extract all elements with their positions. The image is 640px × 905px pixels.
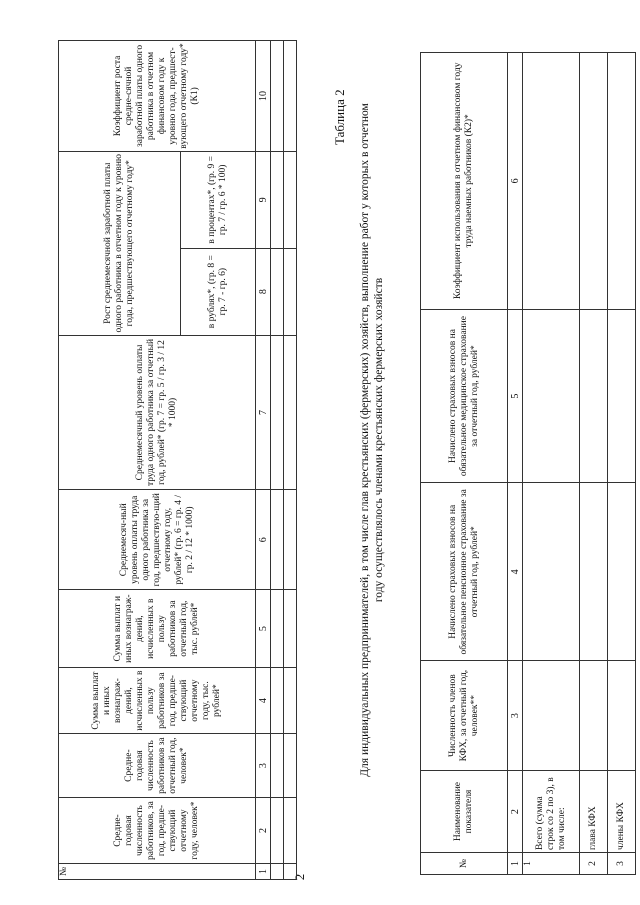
t1-header-wage-growth: Рост среднемесячной заработной платы одного работника в отчетном году к уровню года, предшествующего отчетному году* — [59, 151, 181, 335]
t1-cell[interactable] — [271, 490, 284, 590]
t1-col-number: 7 — [256, 335, 271, 490]
t1-col-number: 1 — [256, 864, 271, 880]
t1-cell[interactable] — [284, 41, 297, 152]
t2-cell[interactable] — [580, 309, 608, 483]
t2-row-label: члены КФХ — [608, 771, 636, 853]
t2-col-number: 6 — [508, 53, 523, 310]
t2-header-k2: Коэффициент использования в отчетном финансовом году труда наемных работников (К2)* — [421, 53, 508, 310]
t1-col-number: 6 — [256, 490, 271, 590]
t1-header-num: № — [59, 864, 256, 880]
t2-col-number: 3 — [508, 661, 523, 771]
t1-cell[interactable] — [284, 490, 297, 590]
t2-row-num: 2 — [580, 853, 608, 875]
t2-cell[interactable] — [608, 309, 636, 483]
t2-cell[interactable] — [523, 661, 580, 771]
t1-col-number: 4 — [256, 668, 271, 734]
t1-header-k1: Коэффициент роста средне-сячной заработной платы одного работника в отчетном финансовом году к уровню года, предшест-вующего отчетному году* (К1) — [59, 41, 256, 152]
t1-header-avg-wage-prev: Среднемесяч-ный уровень оплаты труда одного работника за год, предшествую-щий отчетному году, рублей* (гр. 6 = гр. 4 / гр. 2 / 12 * 1000) — [59, 490, 256, 590]
t2-col-number: 2 — [508, 771, 523, 853]
t1-cell[interactable] — [271, 864, 284, 880]
t1-cell[interactable] — [284, 864, 297, 880]
t1-cell[interactable] — [284, 668, 297, 734]
table-1 — [58, 40, 297, 880]
t1-col-number: 3 — [256, 734, 271, 798]
t1-header-payments-prev: Сумма выплат и иных вознаграж-дений, исчисленных в пользу работников за год, предше-ствующий отчетному году, тыс. рублей* — [59, 668, 256, 734]
t1-cell[interactable] — [271, 590, 284, 668]
t1-cell[interactable] — [271, 335, 284, 490]
t1-data-row — [284, 41, 297, 880]
t2-header-members: Численность членов КФХ, за отчетный год, человек** — [421, 661, 508, 771]
table-2-name: Таблица 2 — [332, 89, 347, 145]
t1-cell[interactable] — [271, 668, 284, 734]
t2-row-num: 3 — [608, 853, 636, 875]
t2-cell[interactable] — [608, 483, 636, 661]
t2-cell[interactable] — [580, 661, 608, 771]
page-number: 2 — [292, 873, 307, 881]
t1-cell[interactable] — [284, 590, 297, 668]
t2-row-label: глава КФХ — [580, 771, 608, 853]
t2-cell[interactable] — [608, 53, 636, 310]
t2-row-label: Всего (сумма строк со 2 по 3), в том числе: — [523, 771, 580, 853]
t1-col-number: 8 — [256, 248, 271, 335]
t1-cell[interactable] — [284, 151, 297, 248]
t1-cell[interactable] — [271, 798, 284, 864]
table-row — [580, 53, 608, 875]
t1-cell[interactable] — [271, 248, 284, 335]
t2-cell[interactable] — [580, 483, 608, 661]
t1-cell[interactable] — [284, 734, 297, 798]
t2-header-indicator: Наименование показателя — [421, 771, 508, 853]
t1-col-number: 5 — [256, 590, 271, 668]
t2-col-number: 5 — [508, 309, 523, 483]
table-row — [608, 53, 636, 875]
t1-header-payments-current: Сумма выплат и иных вознаграж-дений, исчисленных в пользу работников за отчетный год, тыс. рублей* — [59, 590, 256, 668]
t1-header-avg-workers-prev: Средне-годовая численность работников, за год, предше-ствующий отчетному году, человек* — [59, 798, 256, 864]
t2-row-num: 1 — [523, 853, 580, 875]
t2-header-num: № — [421, 853, 508, 875]
t1-col-number: 10 — [256, 41, 271, 152]
t2-col-number: 1 — [508, 853, 523, 875]
t2-cell[interactable] — [523, 309, 580, 483]
t1-header-avg-wage-current: Среднемесячный уровень оплаты труда одного работника за отчетный год, рублей* (гр. 7 = гр. 5 / гр. 3 / 12 * 1000) — [59, 335, 256, 490]
table-2 — [420, 52, 636, 875]
t1-col-number: 9 — [256, 151, 271, 248]
t2-header-medical: Начислено страховых взносов на обязательное медицинское страхование за отчетный год, рублей* — [421, 309, 508, 483]
t1-cell[interactable] — [284, 248, 297, 335]
t1-cell[interactable] — [271, 734, 284, 798]
t2-cell[interactable] — [608, 661, 636, 771]
table-row — [523, 53, 580, 875]
t1-header-growth-pct: в процентах*, (гр. 9 = гр. 7 / гр. 6 * 100) — [180, 151, 255, 248]
t1-cell[interactable] — [271, 151, 284, 248]
t2-header-pension: Начислено страховых взносов на обязательное пенсионное страхование за отчетный год, рублей* — [421, 483, 508, 661]
t2-cell[interactable] — [580, 53, 608, 310]
t2-cell[interactable] — [523, 483, 580, 661]
t1-col-number: 2 — [256, 798, 271, 864]
t1-cell[interactable] — [284, 335, 297, 490]
t2-col-number: 4 — [508, 483, 523, 661]
t1-data-row — [271, 41, 284, 880]
t2-cell[interactable] — [523, 53, 580, 310]
table-2-caption: Для индивидуальных предпринимателей, в том числе глав крестьянских (фермерских) хозяйств, выполнение работ у которых в отчетном году осуществлялось членами крестьянских фермерских хозяйств — [359, 103, 385, 777]
t1-cell[interactable] — [271, 41, 284, 152]
t1-header-avg-workers-current: Средне-годовая численность работников за отчетный год, человек* — [59, 734, 256, 798]
t1-cell[interactable] — [284, 798, 297, 864]
t1-header-growth-rub: в рублях*, (гр. 8 = гр. 7 - гр. 6) — [180, 248, 255, 335]
